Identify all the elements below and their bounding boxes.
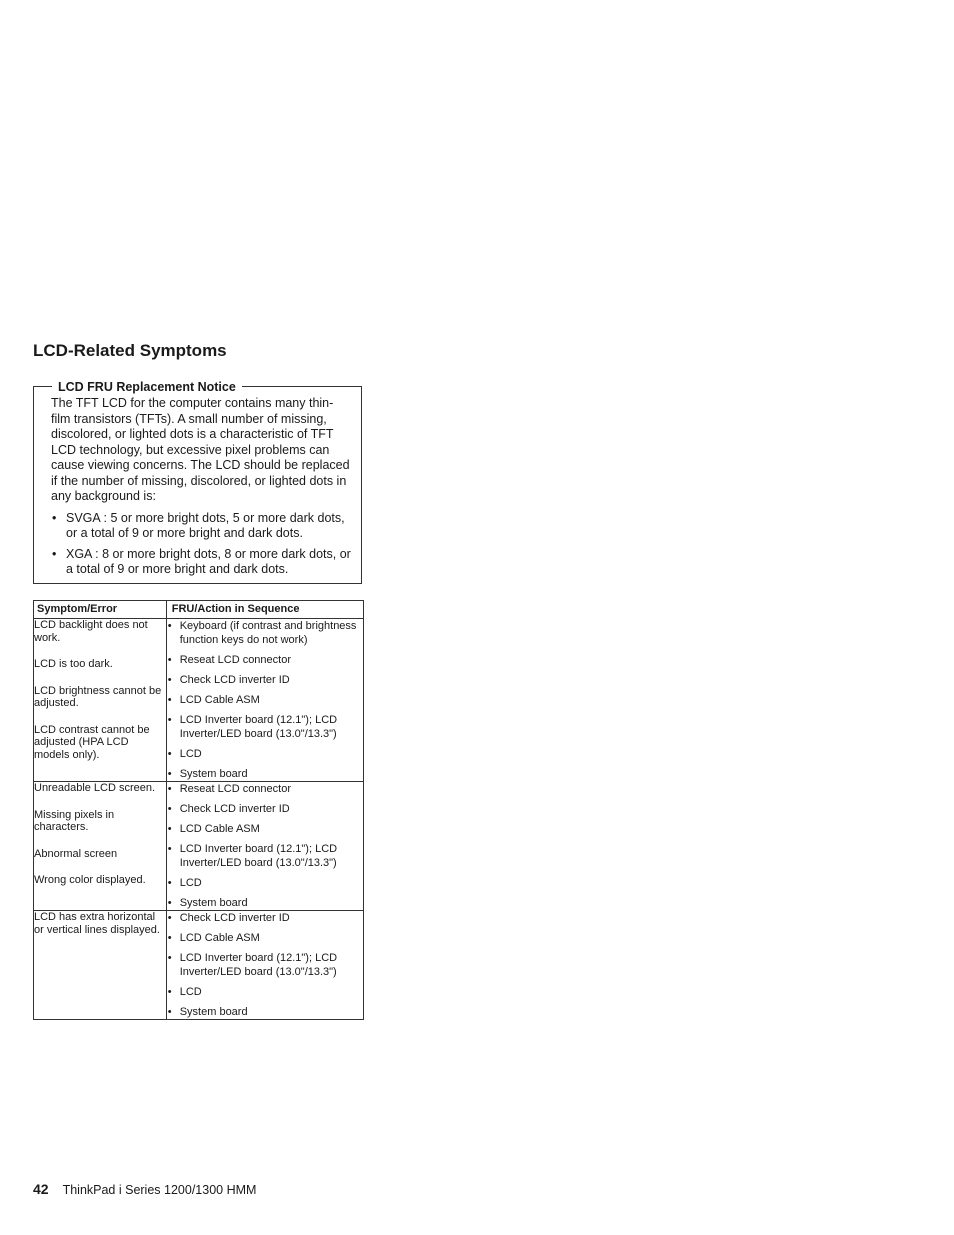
symptom-text: Wrong color displayed. (34, 874, 146, 886)
action-item: • LCD Cable ASM (167, 693, 363, 707)
action-list (167, 619, 363, 781)
action-item: • Check LCD inverter ID (167, 802, 363, 816)
action-item: • System board (167, 767, 363, 781)
page-number: 42 (33, 1181, 49, 1197)
table-header-row (34, 601, 364, 619)
symptom-text: LCD is too dark. (34, 658, 113, 670)
action-item: • System board (167, 896, 363, 910)
symptom-cell (34, 782, 167, 911)
symptom-text: LCD has extra horizontal or vertical lines displayed. (34, 911, 160, 936)
lcd-fru-replacement-notice (33, 380, 362, 584)
action-item: • Check LCD inverter ID (167, 673, 363, 687)
action-item: • LCD (167, 985, 363, 999)
column-header-symptom: Symptom/Error (34, 601, 167, 619)
action-cell (166, 619, 363, 782)
page-title: LCD-Related Symptoms (33, 341, 227, 360)
footer-text: ThinkPad i Series 1200/1300 HMM (62, 1183, 257, 1197)
action-item: • Keyboard (if contrast and brightness function keys do not work) (167, 619, 363, 647)
action-item: • LCD Inverter board (12.1"); LCD Inverter/LED board (13.0"/13.3") (167, 713, 363, 741)
table-row (34, 911, 364, 1020)
action-item: • LCD Inverter board (12.1"); LCD Inverter/LED board (13.0"/13.3") (167, 842, 363, 870)
action-cell (166, 911, 363, 1020)
symptom-table (33, 600, 364, 1020)
table-row (34, 782, 364, 911)
action-item: • LCD Cable ASM (167, 822, 363, 836)
notice-item-svga: • SVGA : 5 or more bright dots, 5 or more dark dots, or a total of 9 or more bright and dark dots. (51, 511, 351, 542)
notice-item-xga: • XGA : 8 or more bright dots, 8 or more dark dots, or a total of 9 or more bright and dark dots. (51, 547, 351, 578)
action-item: • LCD (167, 876, 363, 890)
table-row (34, 619, 364, 782)
action-item: • Reseat LCD connector (167, 782, 363, 796)
notice-list (51, 511, 351, 578)
action-list (167, 911, 363, 1019)
symptom-cell (34, 911, 167, 1020)
symptom-text: Abnormal screen (34, 847, 118, 860)
page-footer (33, 1181, 256, 1198)
action-item: • LCD Inverter board (12.1"); LCD Inverter/LED board (13.0"/13.3") (167, 951, 363, 979)
symptom-text: LCD brightness cannot be adjusted. (34, 684, 162, 709)
symptom-text: Unreadable LCD screen. (34, 782, 156, 794)
notice-title: LCD FRU Replacement Notice (52, 379, 242, 395)
notice-paragraph: The TFT LCD for the computer contains many thin-film transistors (TFTs). A small number of missing, discolored, or lighted dots is a characteristic of TFT LCD technology, but excessive pixel problems can cause viewing concerns. The LCD should be replaced if the number of missing, discolored, or lighted dots in any background is: (51, 396, 350, 503)
action-item: • LCD (167, 747, 363, 761)
action-item: • Reseat LCD connector (167, 653, 363, 667)
action-list (167, 782, 363, 910)
action-item: • System board (167, 1005, 363, 1019)
symptom-cell (34, 619, 167, 782)
action-cell (166, 782, 363, 911)
symptom-text: Missing pixels in characters. (34, 808, 115, 833)
notice-body (51, 396, 351, 583)
action-item: • LCD Cable ASM (167, 931, 363, 945)
symptom-text: LCD backlight does not work. (34, 619, 148, 644)
action-item: • Check LCD inverter ID (167, 911, 363, 925)
column-header-action: FRU/Action in Sequence (166, 601, 363, 619)
symptom-text: LCD contrast cannot be adjusted (HPA LCD models only). (34, 723, 150, 761)
